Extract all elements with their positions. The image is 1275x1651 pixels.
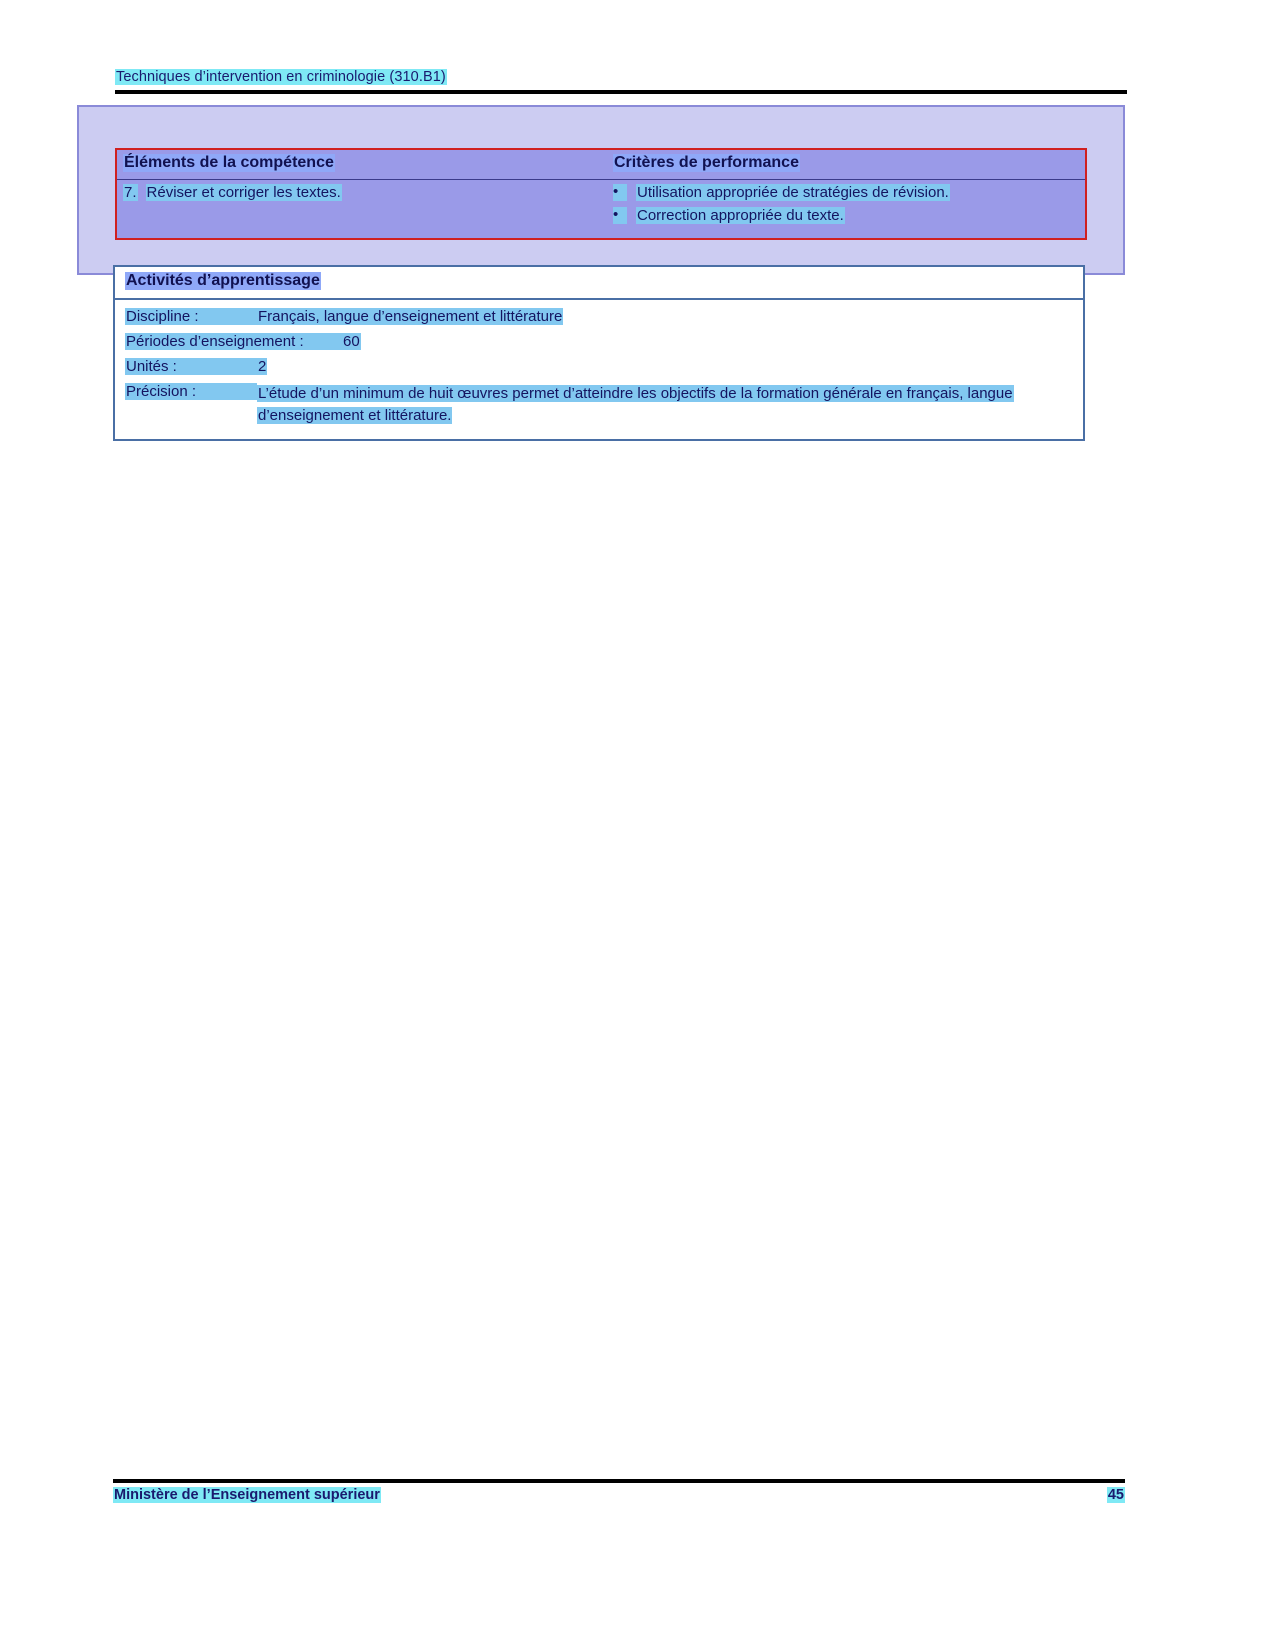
activity-value: 2 <box>258 358 267 375</box>
activity-row-precision <box>125 383 1073 427</box>
bullet-icon: • <box>613 207 627 224</box>
criterion-text: Correction appropriée du texte. <box>637 207 844 224</box>
activity-value: Français, langue d’enseignement et littérature <box>258 308 563 325</box>
header-divider <box>115 90 1127 94</box>
criterion-item <box>613 207 1079 224</box>
competence-element-number: 7. <box>124 184 137 201</box>
column-header-criteria-cell <box>613 154 1079 172</box>
column-header-criteria: Critères de performance <box>614 154 799 171</box>
page-number: 45 <box>1107 1487 1124 1503</box>
activity-value-wrapper <box>257 383 1073 427</box>
activity-value: L’étude d’un minimum de huit œuvres permet d’atteindre les objectifs de la formation générale en français, langue d’enseignement et littérature. <box>258 385 1013 424</box>
activity-label: Unités : <box>125 358 257 375</box>
program-title: Techniques d’intervention en criminologie (310.B1) <box>116 69 446 85</box>
activity-row-units <box>125 358 1073 375</box>
competence-table <box>115 148 1087 240</box>
competence-table-body <box>117 180 1085 238</box>
competence-element-text: Réviser et corriger les textes. <box>146 184 341 201</box>
criterion-text: Utilisation appropriée de stratégies de révision. <box>637 184 949 201</box>
competence-element-cell <box>123 184 613 230</box>
performance-criteria-cell <box>613 184 1079 230</box>
page-footer <box>113 1487 1125 1503</box>
learning-activities-body <box>115 300 1083 439</box>
column-header-elements-cell <box>123 154 613 172</box>
ministry-name: Ministère de l’Enseignement supérieur <box>114 1487 380 1503</box>
learning-activities-header <box>115 267 1083 300</box>
criterion-item <box>613 184 1079 201</box>
bullet-icon: • <box>613 184 627 201</box>
column-header-elements: Éléments de la compétence <box>124 154 334 171</box>
competence-element-row <box>123 184 613 201</box>
activity-label: Précision : <box>125 383 257 400</box>
learning-activities-title: Activités d’apprentissage <box>126 272 320 289</box>
competence-table-header <box>117 150 1085 180</box>
activity-row-discipline <box>125 308 1073 325</box>
activity-label: Périodes d’enseignement : <box>125 333 342 350</box>
activity-row-periods <box>125 333 1073 350</box>
footer-divider <box>113 1479 1125 1483</box>
learning-activities-table <box>113 265 1085 441</box>
activity-value: 60 <box>343 333 360 350</box>
activity-label: Discipline : <box>125 308 257 325</box>
page-header <box>115 68 1160 86</box>
